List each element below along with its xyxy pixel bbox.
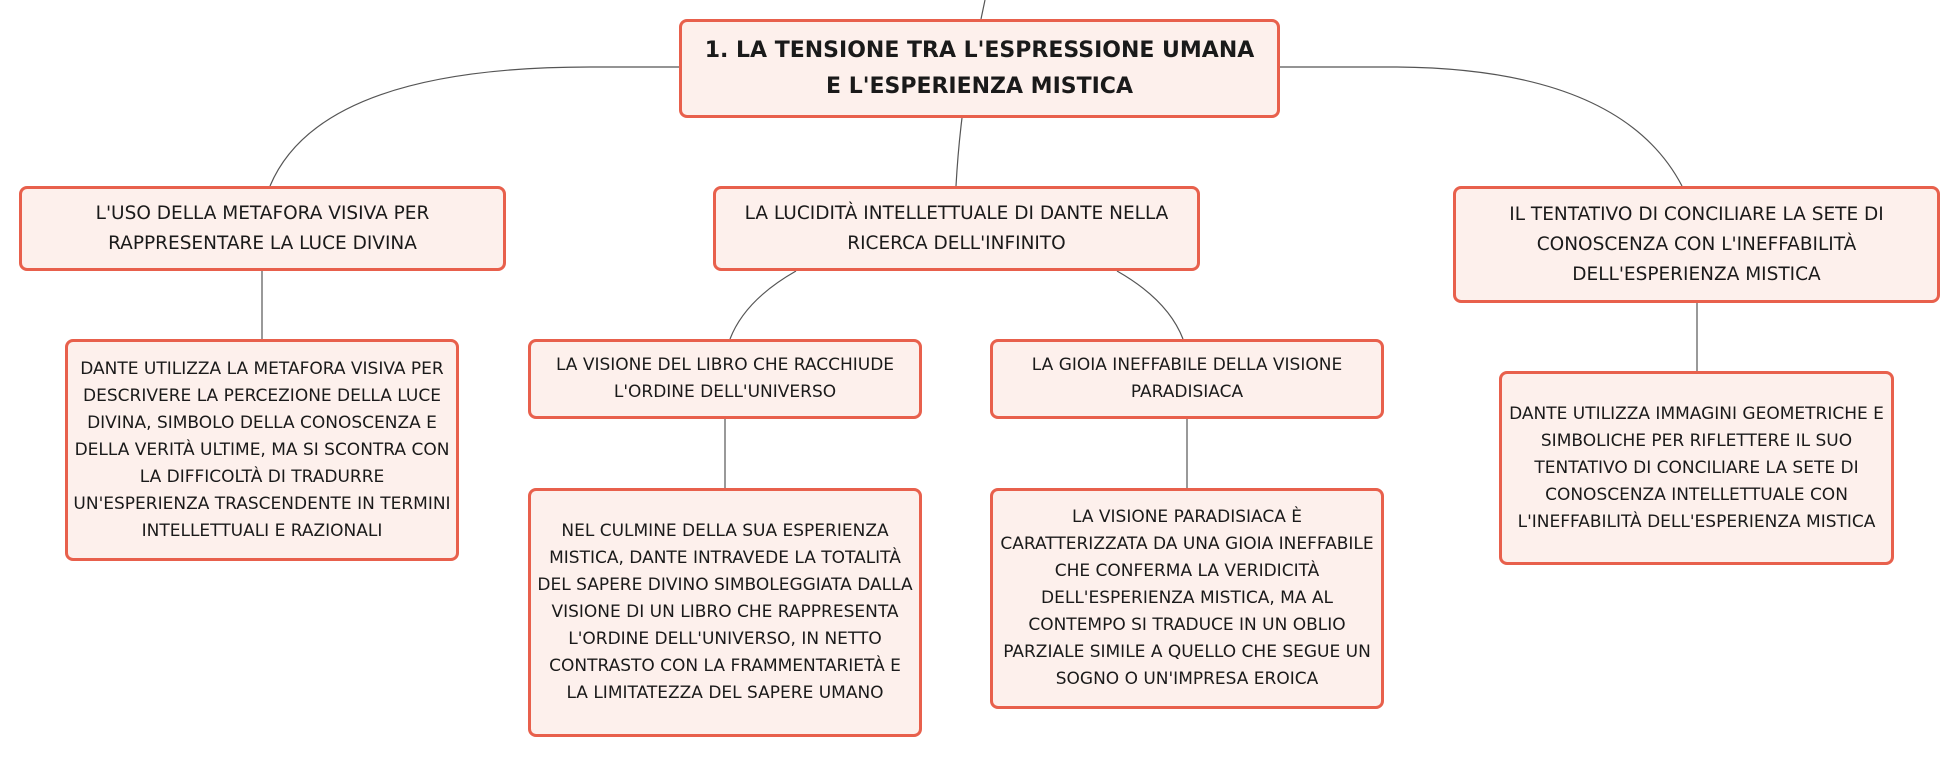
subtopic-ineffable-joy[interactable] — [990, 339, 1384, 419]
topic-label: LA LUCIDITÀ INTELLETTUALE DI DANTE NELLA RICERCA DELL'INFINITO — [744, 202, 1169, 254]
detail-text: DANTE UTILIZZA IMMAGINI GEOMETRICHE E SIMBOLICHE PER RIFLETTERE IL SUO TENTATIVO DI CONCILIARE LA SETE DI CONOSCENZA INTELLETTUALE CON L'INEFFABILITÀ DELL'ESPERIENZA MISTICA — [1509, 403, 1884, 532]
detail-visual-metaphor[interactable] — [65, 339, 459, 561]
topic-visual-metaphor[interactable] — [19, 186, 506, 271]
root-topic-title: 1. LA TENSIONE TRA L'ESPRESSIONE UMANA E L'ESPERIENZA MISTICA — [704, 37, 1255, 99]
detail-geometric-images[interactable] — [1499, 371, 1894, 565]
connector-parent-stub — [981, 0, 985, 19]
detail-ineffable-joy[interactable] — [990, 488, 1384, 709]
connector-topic-2-sub-2 — [1117, 271, 1183, 339]
topic-label: IL TENTATIVO DI CONCILIARE LA SETE DI CONOSCENZA CON L'INEFFABILITÀ DELL'ESPERIENZA MISTICA — [1509, 203, 1884, 285]
subtopic-label: LA GIOIA INEFFABILE DELLA VISIONE PARADISIACA — [1031, 355, 1343, 402]
subtopic-label: LA VISIONE DEL LIBRO CHE RACCHIUDE L'ORDINE DELL'UNIVERSO — [555, 355, 895, 402]
connector-root-topic-2 — [956, 118, 962, 186]
topic-intellectual-lucidity[interactable] — [713, 186, 1200, 271]
topic-reconcile-knowledge[interactable] — [1453, 186, 1940, 303]
connector-topic-2-sub-1 — [730, 271, 796, 339]
connector-root-topic-3 — [1280, 67, 1682, 186]
connector-root-topic-1 — [270, 67, 679, 186]
detail-book-vision[interactable] — [528, 488, 922, 737]
topic-label: L'USO DELLA METAFORA VISIVA PER RAPPRESENTARE LA LUCE DIVINA — [95, 202, 430, 254]
detail-text: DANTE UTILIZZA LA METAFORA VISIVA PER DESCRIVERE LA PERCEZIONE DELLA LUCE DIVINA, SIMBOLO DELLA CONOSCENZA E DELLA VERITÀ ULTIME, MA SI SCONTRA CON LA DIFFICOLTÀ DI TRADURRE UN'ESPERIENZA TRASCENDENTE IN TERMINI INTELLETTUALI E RAZIONALI — [73, 358, 451, 541]
root-topic[interactable] — [679, 19, 1280, 118]
detail-text: LA VISIONE PARADISIACA È CARATTERIZZATA DA UNA GIOIA INEFFABILE CHE CONFERMA LA VERIDICITÀ DELL'ESPERIENZA MISTICA, MA AL CONTEMPO SI TRADUCE IN UN OBLIO PARZIALE SIMILE A QUELLO CHE SEGUE UN SOGNO O UN'IMPRESA EROICA — [1000, 507, 1374, 689]
subtopic-book-vision[interactable] — [528, 339, 922, 419]
detail-text: NEL CULMINE DELLA SUA ESPERIENZA MISTICA, DANTE INTRAVEDE LA TOTALITÀ DEL SAPERE DIVINO SIMBOLEGGIATA DALLA VISIONE DI UN LIBRO CHE RAPPRESENTA L'ORDINE DELL'UNIVERSO, IN NETTO CONTRASTO CON LA FRAMMENTARIETÀ E LA LIMITATEZZA DEL SAPERE UMANO — [537, 521, 913, 703]
